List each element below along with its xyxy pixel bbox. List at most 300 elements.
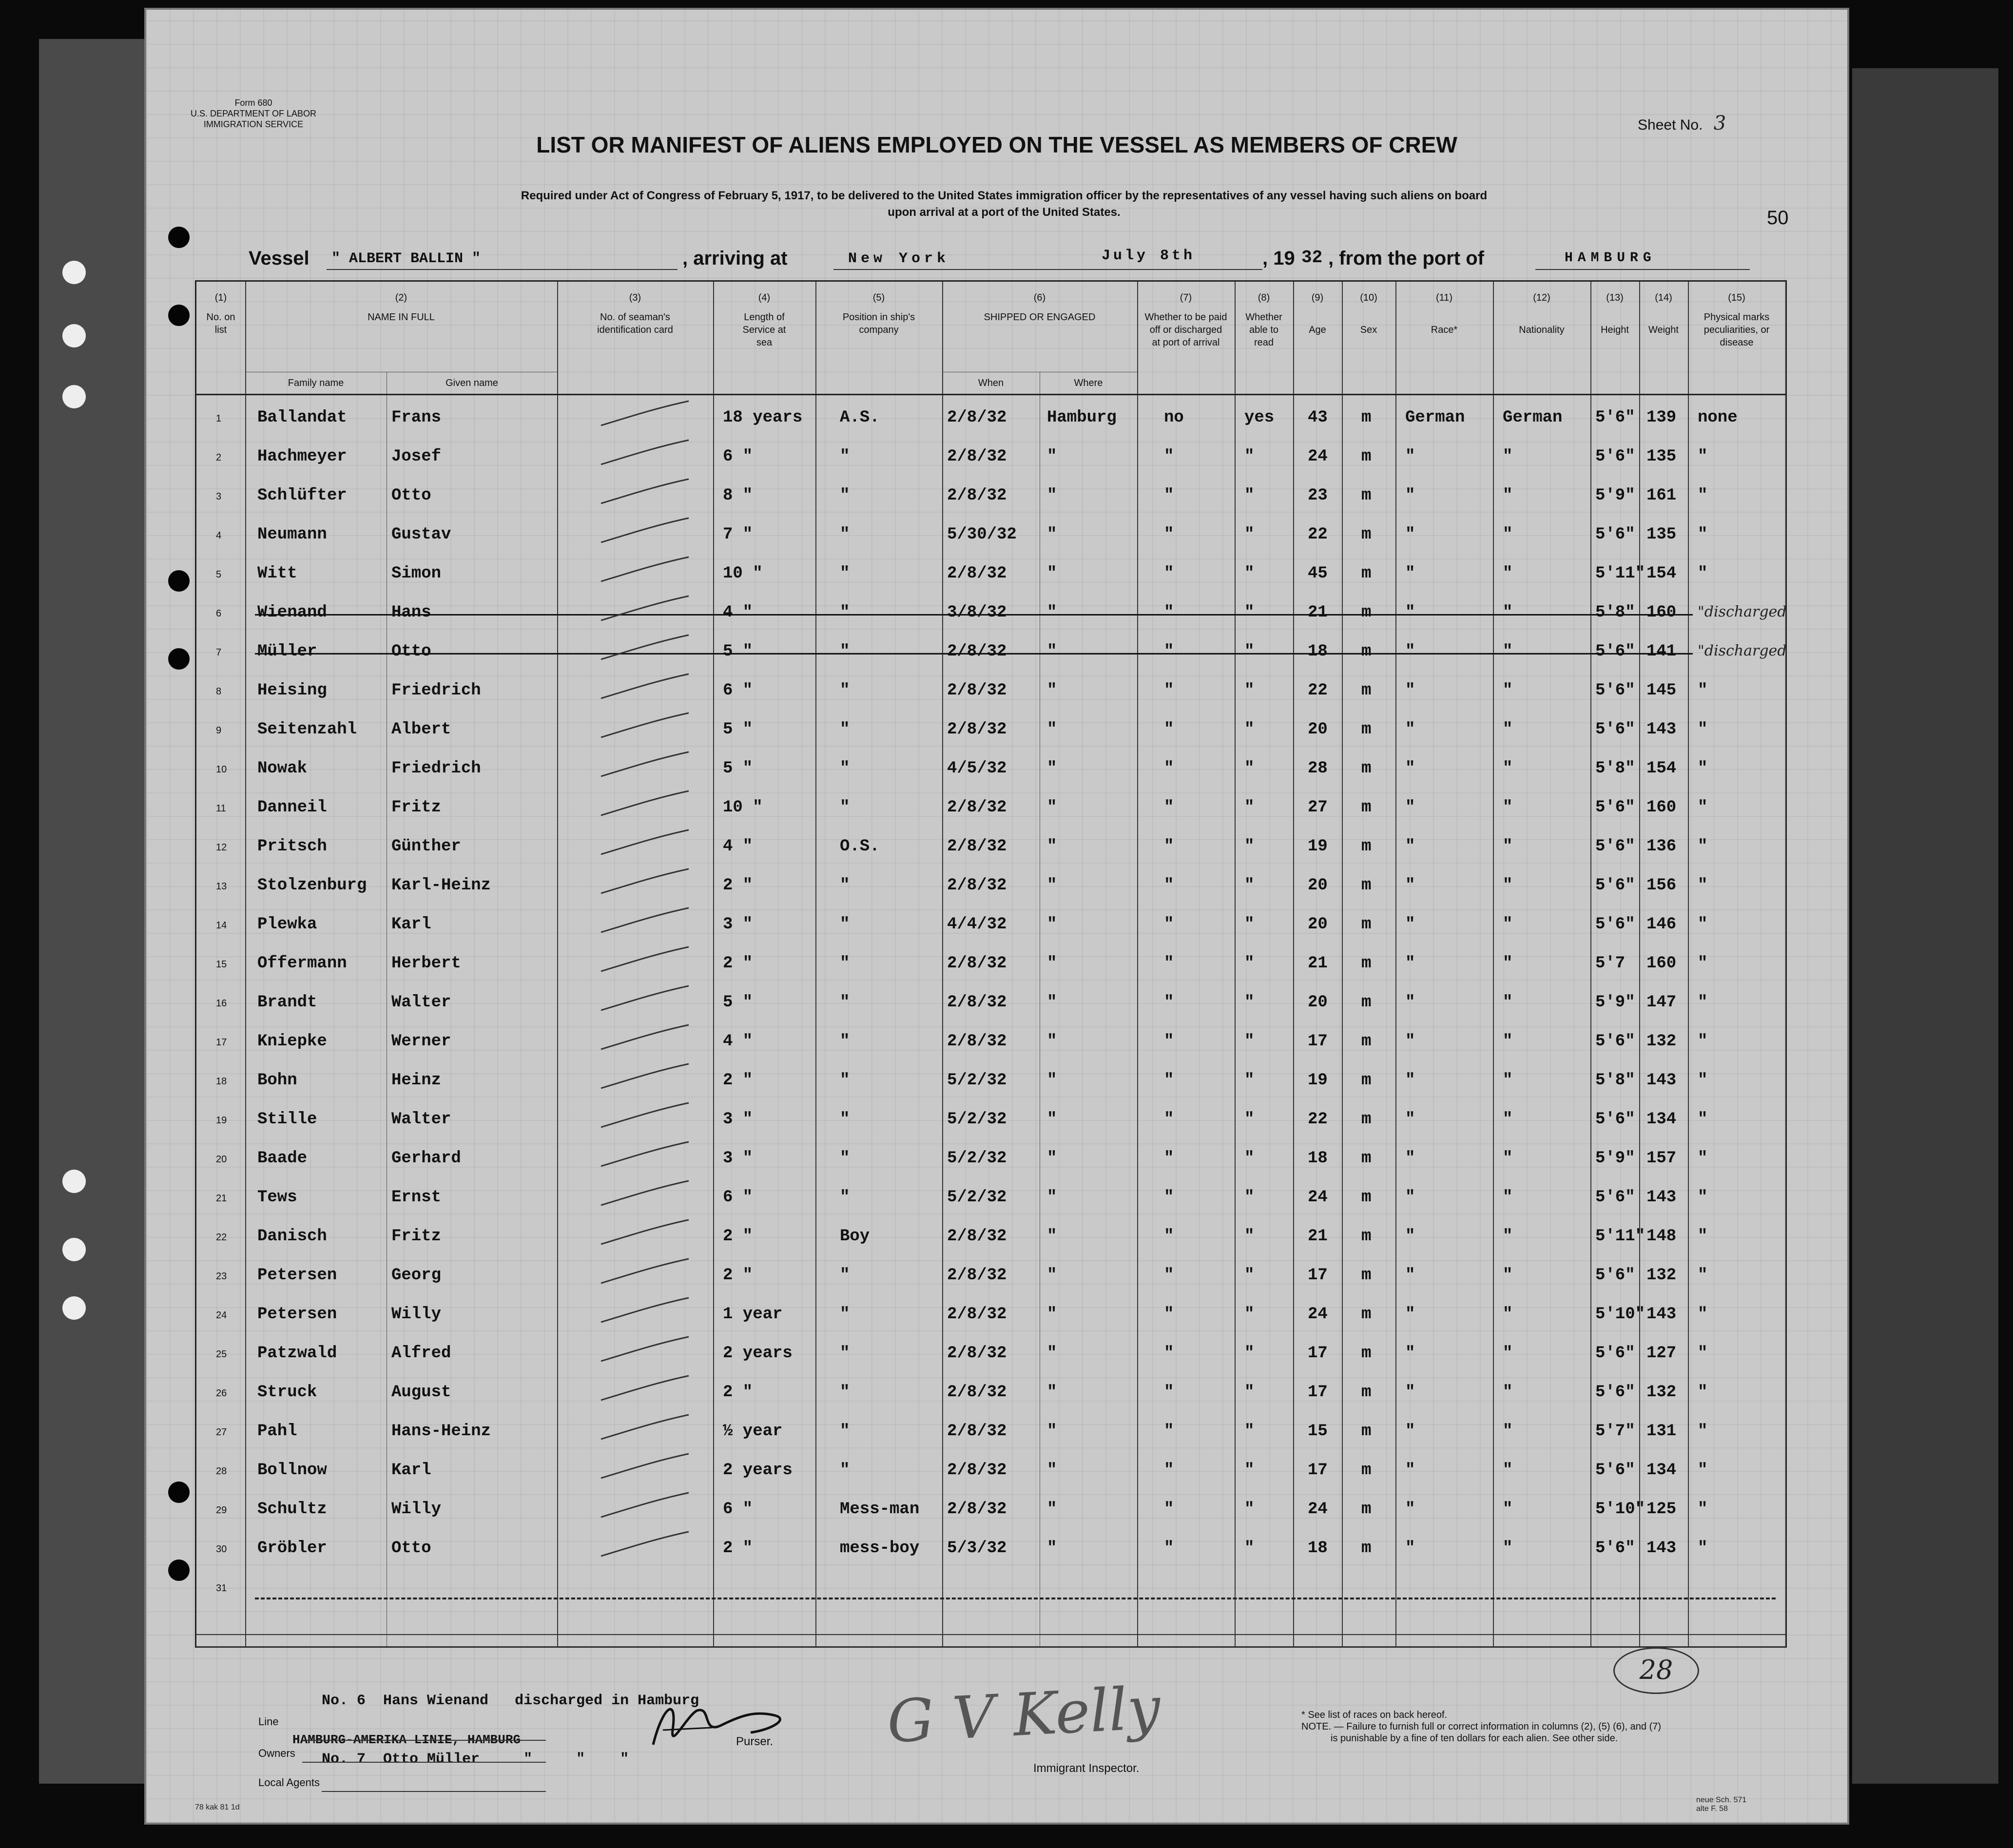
cell-read: " xyxy=(1244,954,1255,973)
cell-service: 1 year xyxy=(723,1305,783,1324)
cell-age: 43 xyxy=(1308,408,1328,427)
col-header-when: When xyxy=(978,378,1004,388)
cell-height: 5'6" xyxy=(1595,837,1635,856)
cell-read: " xyxy=(1244,603,1255,622)
cell-service: 18 years xyxy=(723,408,803,427)
cell-nat: " xyxy=(1503,642,1513,661)
checkmark-icon xyxy=(596,1217,694,1247)
cell-nat: " xyxy=(1503,915,1513,934)
cell-paid: " xyxy=(1164,993,1174,1012)
cell-where: " xyxy=(1047,759,1057,778)
binder-ring xyxy=(62,1238,86,1261)
cell-family: Pahl xyxy=(257,1422,297,1441)
cell-nat: " xyxy=(1503,1344,1513,1363)
cell-position: " xyxy=(840,1149,850,1168)
table-row xyxy=(196,511,1785,550)
from-label: , from the port of xyxy=(1328,248,1484,269)
cell-no: 23 xyxy=(216,1271,227,1282)
cell-no: 15 xyxy=(216,959,227,970)
cell-family: Offermann xyxy=(257,954,347,973)
manifest-sheet xyxy=(146,10,1847,1823)
cell-no: 26 xyxy=(216,1388,227,1399)
cell-weight: 135 xyxy=(1646,525,1677,544)
cell-marks: "discharged xyxy=(1698,603,1787,620)
cell-paid: " xyxy=(1164,1266,1174,1285)
cell-given: Werner xyxy=(391,1032,451,1051)
cell-when: 2/8/32 xyxy=(947,1344,1007,1363)
cell-read: " xyxy=(1244,1266,1255,1285)
cell-sex: m xyxy=(1361,1071,1372,1090)
cell-where: " xyxy=(1047,1266,1057,1285)
cell-given: Gerhard xyxy=(391,1149,461,1168)
cell-family: Petersen xyxy=(257,1266,337,1285)
table-row xyxy=(196,1524,1785,1563)
cell-nat: " xyxy=(1503,837,1513,856)
cell-sex: m xyxy=(1361,954,1372,973)
cell-when: 4/5/32 xyxy=(947,759,1007,778)
table-row xyxy=(196,394,1785,433)
checkmark-icon xyxy=(596,1100,694,1130)
cell-nat: " xyxy=(1503,1110,1513,1129)
cell-when: 5/3/32 xyxy=(947,1539,1007,1558)
cell-no: 31 xyxy=(216,1583,227,1594)
owners-label: Owners xyxy=(258,1747,295,1759)
cell-where: " xyxy=(1047,1539,1057,1558)
col-header-where: Where xyxy=(1074,378,1103,388)
cell-age: 22 xyxy=(1308,525,1328,544)
cell-service: 8 " xyxy=(723,486,753,505)
table-row xyxy=(196,1407,1785,1446)
cell-given: Ernst xyxy=(391,1188,442,1207)
cell-paid: " xyxy=(1164,564,1174,583)
cell-weight: 160 xyxy=(1646,798,1677,817)
cell-height: 5'6" xyxy=(1595,447,1635,466)
crew-count-circle: 28 xyxy=(1613,1647,1699,1694)
cell-when: 2/8/32 xyxy=(947,486,1007,505)
cell-sex: m xyxy=(1361,681,1372,700)
cell-no: 1 xyxy=(216,413,222,424)
cell-service: 2 " xyxy=(723,1266,753,1285)
cell-service: 2 " xyxy=(723,876,753,895)
cell-nat: " xyxy=(1503,486,1513,505)
cell-position: " xyxy=(840,954,850,973)
cell-race: " xyxy=(1405,1266,1415,1285)
cell-weight: 143 xyxy=(1646,1305,1677,1324)
table-row xyxy=(196,706,1785,745)
cell-marks: " xyxy=(1698,954,1708,973)
cell-family: Danisch xyxy=(257,1227,327,1246)
cell-where: " xyxy=(1047,1305,1057,1324)
cell-when: 2/8/32 xyxy=(947,447,1007,466)
cell-nat: " xyxy=(1503,720,1513,739)
cell-race: " xyxy=(1405,1422,1415,1441)
cell-marks: "discharged xyxy=(1698,642,1787,659)
cell-family: Witt xyxy=(257,564,297,583)
cell-family: Hachmeyer xyxy=(257,447,347,466)
col-header-given-name: Given name xyxy=(445,378,498,388)
cell-read: " xyxy=(1244,915,1255,934)
cell-race: " xyxy=(1405,954,1415,973)
cell-given: Josef xyxy=(391,447,442,466)
cell-given: Gustav xyxy=(391,525,451,544)
cell-service: 6 " xyxy=(723,447,753,466)
cell-height: 5'6" xyxy=(1595,1032,1635,1051)
footnote-penalty-1: NOTE. — Failure to furnish full or correct information in columns (2), (5) (6), and (7) xyxy=(1301,1721,1662,1732)
cell-family: Schultz xyxy=(257,1500,327,1519)
cell-age: 15 xyxy=(1308,1422,1328,1441)
cell-service: 7 " xyxy=(723,525,753,544)
cell-paid: " xyxy=(1164,1227,1174,1246)
cell-height: 5'6" xyxy=(1595,642,1635,661)
cell-nat: " xyxy=(1503,1071,1513,1090)
cell-where: " xyxy=(1047,1344,1057,1363)
cell-family: Heising xyxy=(257,681,327,700)
cell-weight: 154 xyxy=(1646,564,1677,583)
cell-position: " xyxy=(840,642,850,661)
cell-race: " xyxy=(1405,564,1415,583)
cell-when: 5/2/32 xyxy=(947,1149,1007,1168)
service-name: IMMIGRATION SERVICE xyxy=(203,119,304,129)
cell-no: 30 xyxy=(216,1544,227,1555)
cell-read: " xyxy=(1244,1461,1255,1480)
cell-no: 20 xyxy=(216,1154,227,1165)
col-header-10: (10) Sex xyxy=(1360,292,1377,335)
cell-family: Ballandat xyxy=(257,408,347,427)
sheet-label: Sheet No. xyxy=(1638,117,1703,133)
cell-when: 2/8/32 xyxy=(947,1461,1007,1480)
cell-age: 18 xyxy=(1308,1539,1328,1558)
cell-position: " xyxy=(840,564,850,583)
cell-weight: 135 xyxy=(1646,447,1677,466)
cell-race: " xyxy=(1405,642,1415,661)
cell-weight: 134 xyxy=(1646,1110,1677,1129)
cell-height: 5'6" xyxy=(1595,1383,1635,1402)
cell-family: Kniepke xyxy=(257,1032,327,1051)
cell-no: 22 xyxy=(216,1232,227,1243)
cell-race: " xyxy=(1405,1227,1415,1246)
cell-height: 5'6" xyxy=(1595,876,1635,895)
cell-no: 28 xyxy=(216,1466,227,1477)
cell-marks: " xyxy=(1698,837,1708,856)
cell-where: " xyxy=(1047,720,1057,739)
cell-height: 5'6" xyxy=(1595,720,1635,739)
cell-age: 20 xyxy=(1308,720,1328,739)
cell-where: " xyxy=(1047,1071,1057,1090)
print-code: neue Sch. 571 alte F. 58 xyxy=(1696,1796,1747,1813)
cell-service: 5 " xyxy=(723,993,753,1012)
line-value: HAMBURG-AMERIKA LINIE, HAMBURG xyxy=(292,1732,521,1747)
checkmark-icon xyxy=(596,944,694,974)
cell-nat: " xyxy=(1503,681,1513,700)
cell-marks: " xyxy=(1698,1500,1708,1519)
table-row xyxy=(196,433,1785,472)
col-header-4: (4) Length of Service at sea xyxy=(742,292,786,348)
page-number: 50 xyxy=(1767,207,1789,229)
cell-paid: " xyxy=(1164,1149,1174,1168)
arriving-label: , arriving at xyxy=(682,248,788,269)
cell-race: " xyxy=(1405,759,1415,778)
cell-height: 5'10" xyxy=(1595,1305,1645,1324)
cell-position: " xyxy=(840,759,850,778)
cell-when: 2/8/32 xyxy=(947,954,1007,973)
cell-marks: " xyxy=(1698,681,1708,700)
cell-no: 16 xyxy=(216,998,227,1009)
col-header-15: (15) Physical marks peculiarities, or disease xyxy=(1703,292,1770,348)
cell-where: " xyxy=(1047,1422,1057,1441)
cell-race: " xyxy=(1405,1032,1415,1051)
cell-position: " xyxy=(840,1110,850,1129)
cell-service: 3 " xyxy=(723,915,753,934)
vessel-name: " ALBERT BALLIN " xyxy=(331,250,481,267)
cell-service: 10 " xyxy=(723,798,763,817)
cell-paid: " xyxy=(1164,954,1174,973)
cell-given: Otto xyxy=(391,1539,431,1558)
cell-family: Bohn xyxy=(257,1071,297,1090)
cell-family: Plewka xyxy=(257,915,317,934)
cell-age: 21 xyxy=(1308,1227,1328,1246)
cell-when: 2/8/32 xyxy=(947,1266,1007,1285)
arrival-port: New York xyxy=(848,250,950,267)
col-header-1: (1) No. on list xyxy=(206,292,235,335)
cell-weight: 161 xyxy=(1646,486,1677,505)
col-header-14: (14) Weight xyxy=(1648,292,1679,335)
cell-age: 20 xyxy=(1308,876,1328,895)
cell-family: Gröbler xyxy=(257,1539,327,1558)
cell-nat: " xyxy=(1503,993,1513,1012)
cell-nat: " xyxy=(1503,1383,1513,1402)
table-row xyxy=(196,901,1785,940)
table-row xyxy=(196,1174,1785,1213)
cell-age: 17 xyxy=(1308,1461,1328,1480)
cell-read: yes xyxy=(1244,408,1275,427)
cell-given: Alfred xyxy=(391,1344,451,1363)
cell-given: Friedrich xyxy=(391,681,481,700)
cell-sex: m xyxy=(1361,1110,1372,1129)
cell-weight: 141 xyxy=(1646,642,1677,661)
cell-when: 2/8/32 xyxy=(947,408,1007,427)
inspector-label: Immigrant Inspector. xyxy=(1033,1762,1140,1775)
cell-weight: 139 xyxy=(1646,408,1677,427)
cell-position: Boy xyxy=(840,1227,870,1246)
cell-height: 5'6" xyxy=(1595,525,1635,544)
cell-weight: 156 xyxy=(1646,876,1677,895)
cell-marks: " xyxy=(1698,1305,1708,1324)
cell-weight: 143 xyxy=(1646,1188,1677,1207)
cell-sex: m xyxy=(1361,408,1372,427)
binder-strip-left xyxy=(39,39,150,1784)
cell-when: 2/8/32 xyxy=(947,1227,1007,1246)
cell-service: 2 years xyxy=(723,1344,793,1363)
subtitle-line-1: Required under Act of Congress of February 5, 1917, to be delivered to the United States immigration officer by the representatives of any vessel having such aliens on board xyxy=(521,189,1488,202)
cell-weight: 157 xyxy=(1646,1149,1677,1168)
cell-age: 18 xyxy=(1308,642,1328,661)
checkmark-icon xyxy=(596,828,694,857)
cell-sex: m xyxy=(1361,1500,1372,1519)
subtitle-line-2: upon arrival at a port of the United States. xyxy=(888,206,1121,219)
cell-race: " xyxy=(1405,876,1415,895)
cell-position: " xyxy=(840,486,850,505)
cell-read: " xyxy=(1244,1383,1255,1402)
cell-weight: 143 xyxy=(1646,720,1677,739)
cell-given: Walter xyxy=(391,993,451,1012)
cell-marks: " xyxy=(1698,447,1708,466)
cell-where: " xyxy=(1047,993,1057,1012)
cell-no: 9 xyxy=(216,725,222,736)
cell-given: Herbert xyxy=(391,954,461,973)
purser-signature xyxy=(643,1686,799,1759)
discharge-note-2: No. 7 Otto Müller " " " xyxy=(322,1751,629,1768)
punch-hole xyxy=(168,305,190,326)
checkmark-icon xyxy=(596,711,694,740)
cell-age: 20 xyxy=(1308,993,1328,1012)
checkmark-icon xyxy=(596,672,694,701)
table-row xyxy=(196,940,1785,979)
table-row xyxy=(196,1563,1785,1602)
cell-given: Heinz xyxy=(391,1071,442,1090)
table-row xyxy=(196,1096,1785,1135)
cell-nat: " xyxy=(1503,954,1513,973)
cell-given: Frans xyxy=(391,408,442,427)
binder-ring xyxy=(62,261,86,284)
form-identifier xyxy=(175,97,331,130)
cell-when: 5/2/32 xyxy=(947,1071,1007,1090)
col-header-8: (8) Whether able to read xyxy=(1245,292,1282,348)
cell-where: " xyxy=(1047,1383,1057,1402)
col-header-7: (7) Whether to be paid off or discharged at port of arrival xyxy=(1144,292,1227,348)
checkmark-icon xyxy=(596,594,694,623)
cell-no: 17 xyxy=(216,1037,227,1048)
cell-marks: " xyxy=(1698,1422,1708,1441)
cell-when: 5/2/32 xyxy=(947,1188,1007,1207)
cell-no: 21 xyxy=(216,1193,227,1204)
cell-family: Wienand xyxy=(257,603,327,622)
cell-paid: " xyxy=(1164,798,1174,817)
binder-ring xyxy=(62,1296,86,1320)
cell-age: 17 xyxy=(1308,1383,1328,1402)
cell-paid: " xyxy=(1164,1071,1174,1090)
cell-marks: " xyxy=(1698,1539,1708,1558)
cell-position: " xyxy=(840,915,850,934)
cell-marks: " xyxy=(1698,1266,1708,1285)
cell-where: " xyxy=(1047,837,1057,856)
departure-port: HAMBURG xyxy=(1565,250,1656,266)
cell-read: " xyxy=(1244,1188,1255,1207)
cell-height: 5'6" xyxy=(1595,1539,1635,1558)
cell-race: " xyxy=(1405,915,1415,934)
cell-nat: " xyxy=(1503,1500,1513,1519)
checkmark-icon xyxy=(596,1412,694,1442)
cell-sex: m xyxy=(1361,1539,1372,1558)
cell-where: " xyxy=(1047,564,1057,583)
cell-sex: m xyxy=(1361,993,1372,1012)
cell-race: " xyxy=(1405,837,1415,856)
cell-given: Willy xyxy=(391,1500,442,1519)
cell-paid: " xyxy=(1164,447,1174,466)
table-row xyxy=(196,472,1785,511)
cell-position: " xyxy=(840,1461,850,1480)
cell-race: " xyxy=(1405,1305,1415,1324)
cell-weight: 154 xyxy=(1646,759,1677,778)
cell-race: " xyxy=(1405,1461,1415,1480)
punch-hole xyxy=(168,648,190,670)
cell-height: 5'8" xyxy=(1595,759,1635,778)
cell-where: " xyxy=(1047,1032,1057,1051)
cell-read: " xyxy=(1244,1149,1255,1168)
cell-where: " xyxy=(1047,1461,1057,1480)
cell-race: " xyxy=(1405,1539,1415,1558)
cell-sex: m xyxy=(1361,642,1372,661)
cell-position: " xyxy=(840,1032,850,1051)
cell-service: 6 " xyxy=(723,681,753,700)
cell-where: " xyxy=(1047,1500,1057,1519)
cell-sex: m xyxy=(1361,1266,1372,1285)
cell-position: A.S. xyxy=(840,408,880,427)
cell-when: 2/8/32 xyxy=(947,1305,1007,1324)
cell-sex: m xyxy=(1361,915,1372,934)
cell-read: " xyxy=(1244,1500,1255,1519)
cell-position: " xyxy=(840,1383,850,1402)
cell-nat: " xyxy=(1503,1461,1513,1480)
cell-age: 17 xyxy=(1308,1344,1328,1363)
cell-nat: " xyxy=(1503,1032,1513,1051)
cell-height: 5'6" xyxy=(1595,1188,1635,1207)
col-header-11: (11) Race* xyxy=(1431,292,1458,335)
cell-age: 22 xyxy=(1308,681,1328,700)
col-header-9: (9) Age xyxy=(1309,292,1326,335)
cell-when: 2/8/32 xyxy=(947,1500,1007,1519)
cell-service: 6 " xyxy=(723,1500,753,1519)
cell-height: 5'6" xyxy=(1595,1266,1635,1285)
cell-paid: " xyxy=(1164,1305,1174,1324)
cell-sex: m xyxy=(1361,1461,1372,1480)
cell-position: " xyxy=(840,993,850,1012)
cell-read: " xyxy=(1244,720,1255,739)
cell-race: " xyxy=(1405,1344,1415,1363)
cell-where: " xyxy=(1047,447,1057,466)
cell-height: 5'8" xyxy=(1595,603,1635,622)
checkmark-icon xyxy=(596,866,694,896)
cell-age: 24 xyxy=(1308,1500,1328,1519)
cell-sex: m xyxy=(1361,447,1372,466)
cell-given: Otto xyxy=(391,486,431,505)
cell-age: 19 xyxy=(1308,837,1328,856)
table-row xyxy=(196,862,1785,901)
cell-read: " xyxy=(1244,1422,1255,1441)
cell-nat: " xyxy=(1503,798,1513,817)
cell-race: " xyxy=(1405,1149,1415,1168)
cell-weight: 127 xyxy=(1646,1344,1677,1363)
cell-age: 21 xyxy=(1308,603,1328,622)
cell-paid: " xyxy=(1164,876,1174,895)
cell-read: " xyxy=(1244,993,1255,1012)
cell-when: 2/8/32 xyxy=(947,837,1007,856)
checkmark-icon xyxy=(596,1334,694,1364)
cell-paid: " xyxy=(1164,915,1174,934)
cell-read: " xyxy=(1244,1344,1255,1363)
cell-read: " xyxy=(1244,837,1255,856)
cell-paid: " xyxy=(1164,1188,1174,1207)
cell-when: 2/8/32 xyxy=(947,720,1007,739)
table-row xyxy=(196,1213,1785,1251)
cell-marks: " xyxy=(1698,720,1708,739)
arrival-year: 32 xyxy=(1301,248,1323,268)
checkmark-icon xyxy=(596,1295,694,1325)
cell-position: " xyxy=(840,1071,850,1090)
table-row xyxy=(196,745,1785,784)
cell-nat: " xyxy=(1503,564,1513,583)
cell-marks: " xyxy=(1698,1227,1708,1246)
cell-position: " xyxy=(840,1422,850,1441)
